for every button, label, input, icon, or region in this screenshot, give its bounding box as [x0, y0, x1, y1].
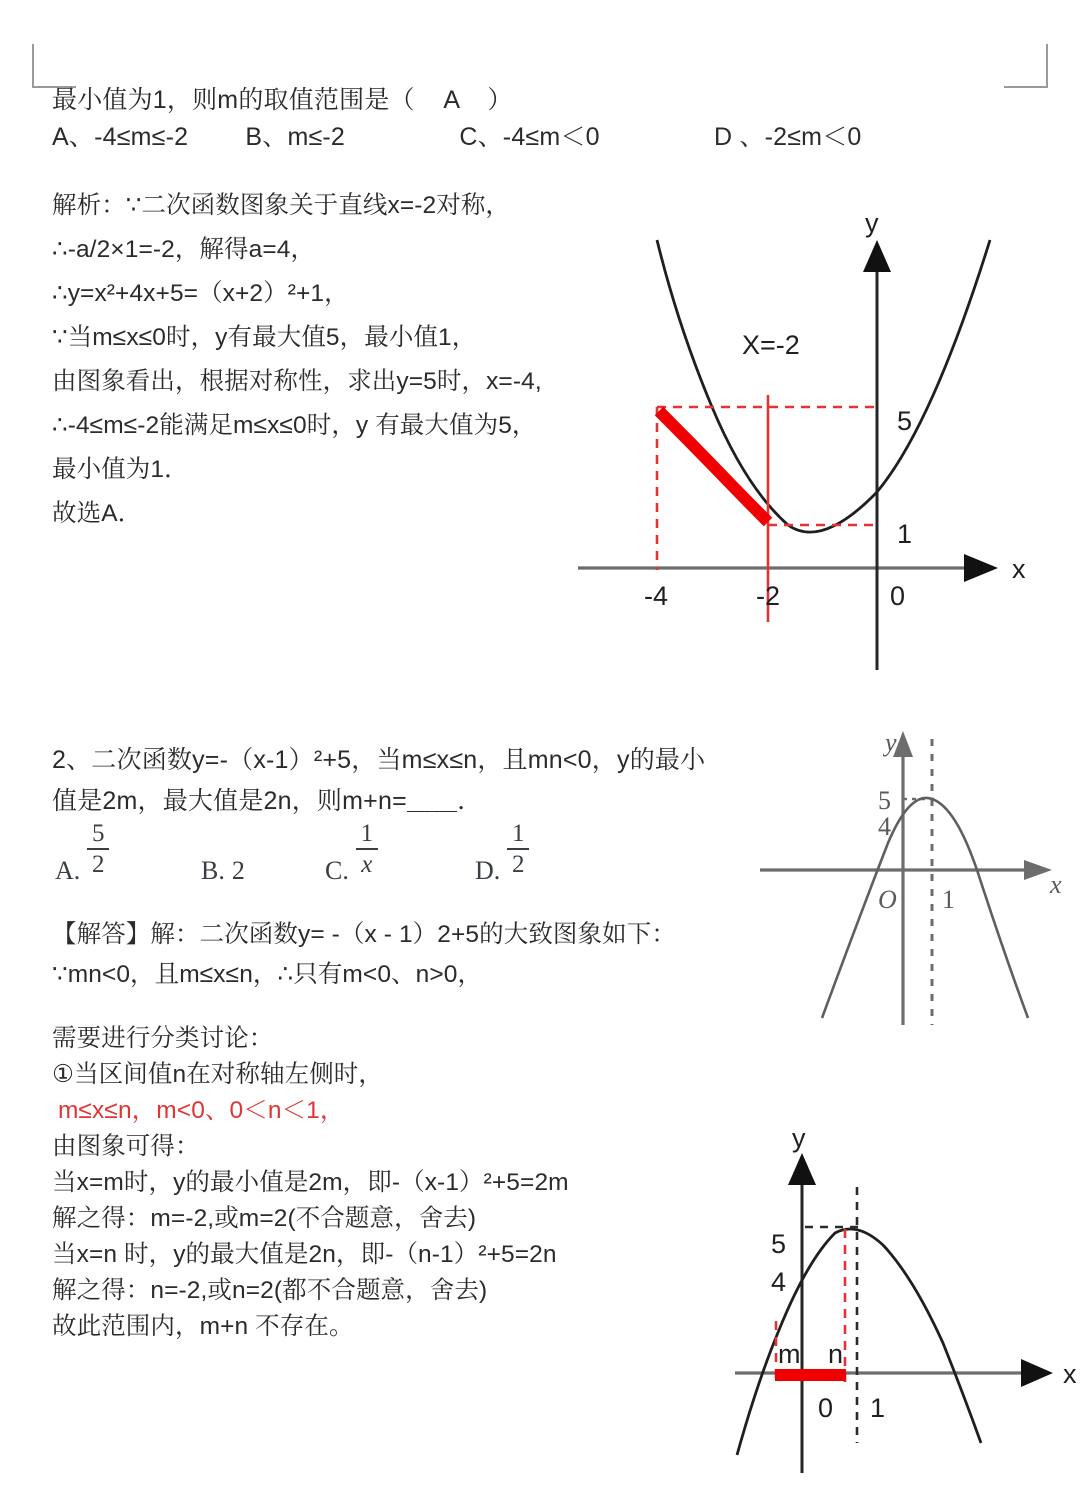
- figure2-axis-x-label: x: [1050, 870, 1062, 899]
- choice-a-fraction: [87, 820, 109, 878]
- figure2-axis-y-label: y: [885, 728, 897, 757]
- figure3-label-y4: 4: [771, 1267, 787, 1297]
- question1-solution-line-4: 由图象看出，根据对称性，求出y=5时，x=-4,: [52, 368, 542, 395]
- choice-a-fraction-bar: [87, 848, 109, 850]
- page-corner-mark-top-right: [1004, 44, 1048, 88]
- choice-b-value: 2: [231, 856, 245, 885]
- figure3-axis-x-label: x: [1063, 1359, 1077, 1389]
- question2-discussion-line-6: 当x=n 时，y的最大值是2n，即-（n-1）²+5=2n: [52, 1241, 557, 1268]
- choice-c-label: C.: [325, 856, 349, 885]
- figure-2-parabola-sketch: [760, 725, 1080, 1045]
- question2-answer-line-1: ∵mn<0，且m≤x≤n，∴只有m<0、n>0，: [52, 961, 483, 988]
- choice-d-fraction: [507, 820, 529, 878]
- figure1-tick-minus2: -2: [756, 581, 781, 611]
- figure1-origin-label: 0: [890, 581, 906, 611]
- figure1-axis-y-label: y: [865, 208, 879, 238]
- figure2-origin-label: O: [878, 885, 897, 914]
- question2-discussion-line-3: 由图象可得：: [52, 1133, 200, 1160]
- question1-solution-line-1: ∴-a/2×1=-2，解得a=4，: [52, 236, 316, 263]
- figure1-symmetry-label: X=-2: [742, 330, 800, 360]
- choice-c-fraction-bar: [356, 848, 378, 850]
- question2-choices: [55, 808, 615, 888]
- choice-d[interactable]: [475, 820, 529, 888]
- choice-d-label: D.: [475, 856, 501, 885]
- figure3-label-m: m: [778, 1339, 801, 1369]
- question2-stem-line-1: 值是2m，最大值是2n，则m+n=＿＿．: [52, 787, 483, 815]
- figure1-label-y5: 5: [897, 406, 913, 436]
- question1-solution-line-2: ∴y=x²+4x+5=（x+2）²+1，: [52, 280, 349, 307]
- question2-discussion-line-7: 解之得：n=-2,或n=2(都不合题意，舍去): [52, 1277, 488, 1304]
- choice-c-fraction: [356, 820, 378, 878]
- page-corner-mark-top-left: [32, 44, 76, 88]
- choice-c-denominator: x: [361, 851, 373, 878]
- choice-b-label: B.: [201, 856, 225, 885]
- question2-discussion-line-8: 故此范围内，m+n 不存在。: [52, 1313, 354, 1340]
- question2-stem-line-0: 2、二次函数y=-（x-1）²+5，当m≤x≤n，且mn<0，y的最小: [52, 746, 706, 774]
- figure2-label-y4: 4: [878, 812, 891, 841]
- figure-3-parabola-interval: [735, 1125, 1080, 1510]
- figure1-axis-x-label: x: [1012, 554, 1026, 584]
- choice-d-numerator: 1: [512, 820, 525, 847]
- question1-stem: 最小值为1，则m的取值范围是（ A ）: [52, 86, 513, 114]
- figure3-tick-1: 1: [870, 1393, 886, 1423]
- figure1-tick-minus4: -4: [644, 581, 669, 611]
- choice-a[interactable]: [55, 820, 109, 888]
- question2-discussion-line-0: 需要进行分类讨论：: [52, 1025, 274, 1052]
- choice-d-denominator: 2: [512, 851, 525, 878]
- figure1-label-y1: 1: [897, 519, 913, 549]
- figure3-label-y5: 5: [771, 1229, 787, 1259]
- choice-c-numerator: 1: [360, 820, 374, 847]
- figure-1-parabola: [560, 208, 1060, 700]
- figure3-label-n: n: [828, 1339, 844, 1369]
- question1-options: A、-4≤m≤-2 B、m≤-2 C、-4≤m＜0 D 、-2≤m＜0: [52, 123, 862, 151]
- figure2-label-y5: 5: [878, 786, 891, 815]
- choice-a-denominator: 2: [92, 851, 105, 878]
- question1-solution-line-0: 解析：∵二次函数图象关于直线x=-2对称，: [52, 192, 511, 219]
- question1-solution-line-5: ∴-4≤m≤-2能满足m≤x≤0时，y 有最大值为5，: [52, 412, 537, 439]
- figure2-tick-1: 1: [942, 885, 955, 914]
- question2-discussion-line-4: 当x=m时，y的最小值是2m，即-（x-1）²+5=2m: [52, 1169, 569, 1196]
- choice-b[interactable]: [201, 856, 245, 888]
- figure3-axis-y-label: y: [792, 1123, 806, 1153]
- question2-discussion-line-2: m≤x≤n，m<0、0＜n＜1，: [58, 1097, 345, 1124]
- figure3-origin-label: 0: [818, 1393, 834, 1423]
- choice-a-numerator: 5: [92, 820, 105, 847]
- choice-a-label: A.: [55, 856, 81, 885]
- question2-discussion-line-5: 解之得：m=-2,或m=2(不合题意，舍去): [52, 1205, 477, 1232]
- choice-c[interactable]: [325, 820, 378, 888]
- question1-solution-line-3: ∵当m≤x≤0时，y有最大值5，最小值1，: [52, 324, 477, 351]
- question2-discussion-line-1: ①当区间值n在对称轴左侧时，: [52, 1061, 383, 1088]
- question1-solution-line-7: 故选A．: [52, 500, 143, 527]
- question1-solution-line-6: 最小值为1．: [52, 456, 189, 483]
- question2-answer-line-0: 【解答】解：二次函数y= -（x - 1）2+5的大致图象如下：: [52, 921, 676, 948]
- choice-d-fraction-bar: [507, 848, 529, 850]
